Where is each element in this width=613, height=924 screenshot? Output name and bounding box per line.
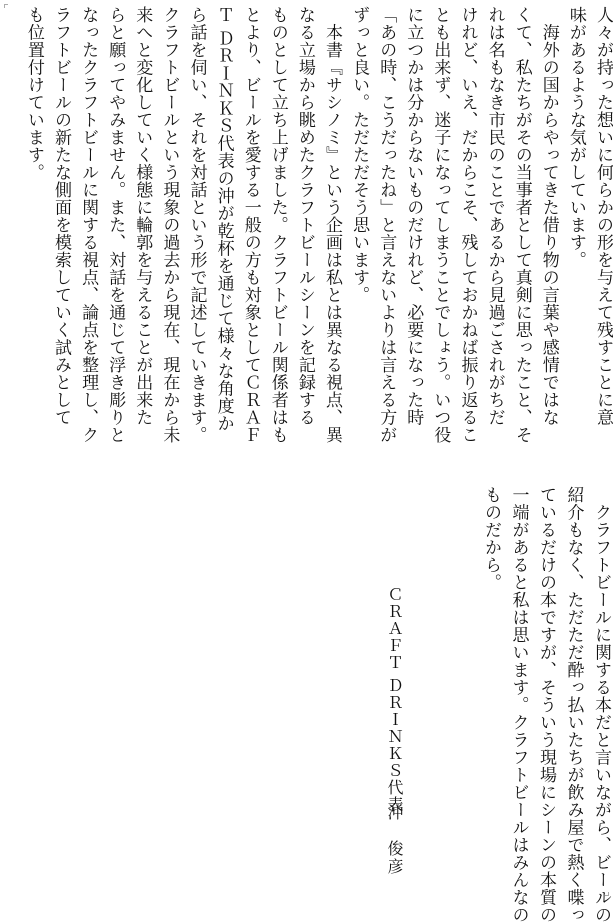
upper-text-column: なったクラフトビールに関する視点、論点を整理し、ク [78,6,99,444]
upper-text-column: 来へと変化していく様態に輪郭を与えることが出来た [132,6,153,426]
upper-text-column: けれど、いえ、だからこそ、残しておかねば振り返るこ [457,6,478,444]
upper-text-column: 人々が持った想いに何らかの形を与えて残すことに意 [593,6,613,426]
upper-text-column: ずっと良い。ただただそう思います。 [349,6,370,304]
upper-text-column: らと願ってやみません。また、対話を通じて浮き彫りと [105,6,126,444]
upper-text-column: も位置付けています。 [23,6,44,181]
upper-text-column: 味があるような気がしています。 [565,6,586,269]
upper-text-column: ら話を伺い、それを対話という形で記述していきます。 [186,6,207,444]
upper-text-column: 本書『サシノミ』という企画は私とは異なる視点、異 [322,6,342,444]
upper-text-column: くて、私たちがその当事者として真剣に思ったこと、そ [511,6,532,444]
signature-org: ＣＲＡＦＴ ＤＲＩＮＫＳ代表 [385,586,404,814]
upper-text-column: れは名もなき市民のことであるから見過ごされがちだ [484,6,505,426]
upper-text-column: なる立場から眺めたクラフトビールシーンを記録する [294,6,315,426]
upper-text-column: とも出来ず、迷子になってしまうことでしょう。いつ役 [430,6,451,444]
lower-text-column: ているだけの本ですが、そういう現場にシーンの本質の [536,486,556,924]
upper-text-column: 海外の国からやってきた借り物の言葉や感情ではな [538,6,559,426]
upper-text-column: ラフトビールの新たな側面を模索していく試みとして [51,6,71,426]
upper-text-column: Ｔ ＤＲＩＮＫＳ代表の沖が乾杯を通じて様々な角度か [213,6,234,432]
upper-text-column: ものとして立ち上げました。クラフトビール関係者はも [267,6,288,444]
lower-text-column: ものだから。 [481,486,501,591]
signature-name: 沖 俊彦 [385,804,404,876]
lower-text-column: 一端があると私は思います。クラフトビールはみんなの [508,486,529,924]
upper-text-column: に立つかは分からないものだけれど、必要になった時 [403,6,424,426]
upper-text-column: 「あの時、こうだったね」と言えないよりは言える方が [376,6,397,444]
crop-mark [4,4,8,8]
upper-text-column: とより、ビールを愛する一般の方も対象としてＣＲＡＦ [240,6,261,444]
lower-text-column: クラフトビールに関する本だと言いながら、ビールの [591,486,611,924]
upper-text-column: クラフトビールという現象の過去から現在、現在から未 [159,6,180,444]
lower-text-column: 紹介もなく、ただただ酔っ払いたちが飲み屋で熱く喋っ [563,486,584,924]
